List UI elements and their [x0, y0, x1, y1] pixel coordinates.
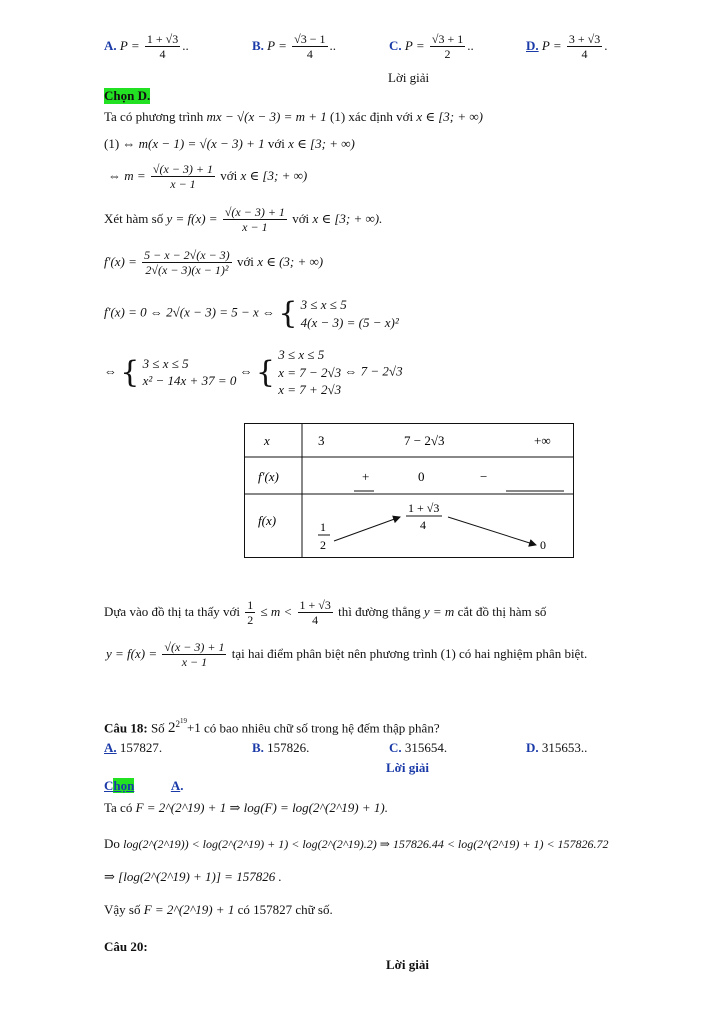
solution-line-4: [104, 205, 382, 235]
conclusion-line-1: [104, 598, 546, 628]
concl-frac-b-num: 1 + √3: [299, 598, 331, 612]
concl-post: thì đường thẳng: [338, 603, 421, 619]
q18-text: có bao nhiêu chữ số trong hệ đếm thập phân?: [204, 720, 440, 736]
s6-case-2: 4(x − 3) = (5 − x)²: [300, 314, 399, 330]
s1-mid: xác định với: [348, 109, 414, 124]
q18-label: Câu 18:: [104, 720, 148, 736]
option-c-den: 2: [444, 47, 451, 62]
solution-line-3: [108, 162, 307, 192]
s1-equation: mx − √(x − 3) = m + 1: [206, 109, 327, 124]
s5-den: 2√(x − 3)(x − 1)²: [145, 263, 229, 278]
q18s-l4-expr: F = 2^(2^19) + 1: [143, 902, 235, 917]
table-arrow-down: [448, 517, 536, 545]
q18-option-d-label: D.: [526, 740, 539, 755]
s4-voi: với: [292, 210, 310, 226]
q18-solution-line-1: [104, 800, 388, 816]
question-18: [104, 717, 440, 737]
q18s-l4-pre: Vậy số: [104, 902, 141, 917]
question-20-label: Câu 20:: [104, 939, 148, 954]
s5-num: 5 − x − 2√(x − 3): [144, 248, 230, 262]
option-c-num: √3 + 1: [431, 32, 464, 46]
q18-option-a-label: A.: [104, 740, 117, 755]
variation-table: [244, 423, 574, 559]
s7-pre: ⇔: [104, 363, 117, 379]
q18-option-b-value: 157826.: [267, 740, 310, 755]
s1-pre: Ta có phương trình: [104, 109, 204, 124]
s2-domain: x ∈ [3; + ∞): [288, 136, 355, 151]
s2-tag: (1) ⇔: [104, 136, 136, 151]
s7-b2: x = 7 − 2√3: [278, 364, 342, 380]
option-a-label: A.: [104, 37, 117, 53]
q18-option-a: [104, 740, 162, 756]
q18-option-b: [252, 740, 309, 756]
s7-a2: x² − 14x + 37 = 0: [142, 373, 237, 389]
q18s-l2: log(2^(2^19)) < log(2^(2^19) + 1) < log(2^(2^19).2) ⇒ 157826.44 < log(2^(2^19) + 1) < 157826.72: [123, 837, 609, 851]
table-x2: 7 − 2√3: [404, 433, 445, 448]
option-a-expr: P =: [119, 37, 140, 53]
q18-solution-line-2: [104, 836, 609, 852]
concl-l2-rest: tại hai điểm phân biệt nên phương trình: [231, 645, 438, 661]
option-d-num: 3 + √3: [568, 32, 601, 46]
s7-brace-b: {: [255, 354, 275, 390]
table-start-num: 1: [320, 520, 326, 534]
s7-b3: x = 7 + 2√3: [278, 382, 342, 398]
solution-line-1: [104, 109, 483, 125]
option-c-tail: ..: [467, 37, 474, 53]
table-zero: 0: [418, 469, 425, 484]
loi-giai-2: Lời giải: [386, 760, 429, 775]
s2-voi: với: [267, 136, 285, 151]
concl-line: y = m: [423, 603, 455, 619]
table-x1: 3: [318, 433, 325, 448]
option-c-expr: P =: [404, 37, 425, 53]
q18s-l3: ⇒ [log(2^(2^19) + 1)] = 157826 .: [104, 869, 282, 884]
option-b-den: 4: [306, 47, 313, 62]
chon-c: C: [104, 778, 114, 793]
concl-ineq: ≤ m <: [260, 603, 293, 619]
q18-option-d-value: 315653..: [541, 740, 588, 755]
s3-domain: x ∈ [3; + ∞): [240, 167, 308, 183]
s2-equation: m(x − 1) = √(x − 3) + 1: [138, 136, 265, 151]
q18-exp2: 19: [179, 717, 187, 725]
chon-hon: họn: [113, 778, 135, 793]
table-max-num: 1 + √3: [408, 501, 440, 515]
q18-option-c: [389, 740, 447, 756]
concl-l2-end: có hai nghiệm phân biệt.: [459, 645, 588, 661]
option-d-den: 4: [581, 47, 588, 62]
table-sign-plus: +: [362, 469, 370, 484]
q18s-l2-pre: Do: [104, 836, 120, 851]
option-a-num: 1 + √3: [146, 32, 179, 46]
s6-lhs: f′(x) = 0 ⇔ 2√(x − 3) = 5 − x ⇔: [104, 304, 276, 320]
concl-frac-a-den: 2: [247, 613, 254, 628]
loi-giai-heading: Lời giải: [388, 70, 430, 85]
option-a: [104, 32, 189, 62]
s4-num: √(x − 3) + 1: [224, 205, 285, 219]
option-b-label: B.: [252, 37, 264, 53]
s5-lhs: f′(x) =: [104, 253, 137, 269]
s7-result: ⇔ 7 − 2√3: [344, 363, 403, 379]
option-a-den: 4: [159, 47, 166, 62]
option-d-label: D.: [526, 37, 539, 53]
table-x3: +∞: [534, 433, 551, 448]
concl-l2-num: √(x − 3) + 1: [164, 640, 225, 654]
conclusion-line-2: [106, 640, 587, 670]
s4-lhs: y = f(x) =: [166, 210, 218, 226]
table-start-den: 2: [320, 538, 326, 552]
option-b: [252, 32, 336, 62]
table-arrow-up: [334, 517, 400, 541]
s5-domain: x ∈ (3; + ∞): [257, 253, 324, 269]
s7-brace-a: {: [120, 354, 140, 390]
s3-num: √(x − 3) + 1: [152, 162, 214, 176]
s7-a1: 3 ≤ x ≤ 5: [142, 355, 189, 371]
option-d-tail: .: [604, 37, 608, 53]
concl-pre: Dựa vào đồ thị ta thấy với: [104, 603, 240, 619]
chon-answer: A: [170, 778, 181, 793]
s3-den: x − 1: [170, 177, 196, 192]
option-b-tail: ..: [329, 37, 337, 53]
q18-solution-line-3: [104, 869, 282, 885]
s5-voi: với: [236, 253, 254, 269]
q18-expr: [167, 717, 201, 737]
q18-option-a-value: 157827.: [119, 740, 163, 755]
option-d: [526, 32, 607, 62]
q18-option-c-value: 315654.: [404, 740, 448, 755]
q18-solution-line-4: [104, 902, 333, 918]
s3-voi: với: [220, 167, 238, 183]
table-sign-minus: −: [480, 469, 488, 484]
q18-tail: +1: [186, 720, 201, 736]
solution-line-6: [104, 296, 399, 331]
q18-exp: 2: [175, 719, 180, 729]
q18-answer-choice: [104, 778, 184, 794]
s1-tag: (1): [330, 109, 346, 124]
solution-line-5: [104, 248, 323, 278]
concl-frac-a-num: 1: [247, 598, 254, 612]
solution-line-7: [104, 346, 403, 399]
s4-pre: Xét hàm số: [104, 210, 164, 226]
option-b-expr: P =: [267, 37, 287, 53]
loi-giai-3: Lời giải: [386, 957, 429, 972]
table-row-f: f(x): [258, 513, 277, 528]
q18-pre: Số: [150, 720, 165, 736]
q18-option-d: [526, 740, 587, 756]
q18s-l1: F = 2^(2^19) + 1 ⇒ log(F) = log(2^(2^19) + 1).: [135, 800, 388, 815]
q18-option-c-label: C.: [389, 740, 402, 755]
s6-brace: {: [278, 296, 298, 332]
q18-option-b-label: B.: [252, 740, 264, 755]
chon-dot: .: [180, 778, 184, 793]
table-row-x: x: [264, 433, 270, 448]
concl-l2-lhs: y = f(x) =: [106, 645, 158, 661]
s1-domain: x ∈ [3; + ∞): [416, 109, 483, 124]
s3-pre: ⇔ m =: [108, 167, 146, 183]
concl-post2: cắt đồ thị hàm số: [457, 603, 547, 619]
answer-choice-badge: Chọn D.: [104, 88, 151, 103]
option-c-label: C.: [389, 37, 402, 53]
table-end: 0: [540, 538, 546, 552]
concl-l2-den: x − 1: [181, 655, 208, 670]
option-d-expr: P =: [541, 37, 562, 53]
s4-domain: x ∈ [3; + ∞).: [312, 210, 383, 226]
option-b-num: √3 − 1: [294, 32, 326, 46]
s6-case-1: 3 ≤ x ≤ 5: [300, 297, 347, 312]
s7-mid: ⇔: [239, 363, 253, 379]
solution-line-2: [104, 136, 355, 152]
concl-l2-tag: (1): [440, 645, 456, 661]
q18-base: 2: [167, 720, 176, 737]
option-a-tail: ..: [182, 37, 189, 53]
q18s-l4-post: có 157827 chữ số.: [237, 902, 333, 917]
table-row-fp: f′(x): [258, 469, 279, 484]
concl-frac-b-den: 4: [312, 613, 319, 628]
s7-b1: 3 ≤ x ≤ 5: [278, 347, 325, 362]
s4-den: x − 1: [242, 220, 268, 235]
table-max-den: 4: [420, 518, 426, 532]
option-c: [389, 32, 474, 62]
q18s-l1-pre: Ta có: [104, 800, 133, 815]
